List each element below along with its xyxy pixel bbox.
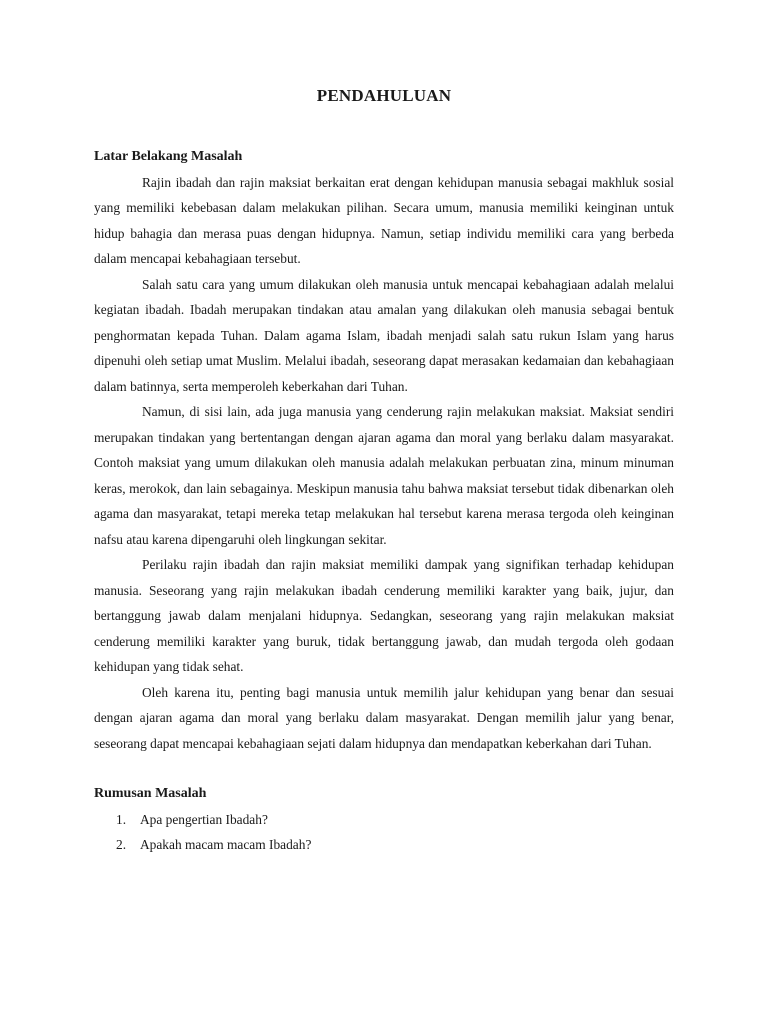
problem-list xyxy=(94,807,674,858)
list-item-number: 1. xyxy=(116,811,127,827)
section-heading-latar-belakang: Latar Belakang Masalah xyxy=(94,149,243,164)
document-page xyxy=(94,86,674,858)
paragraph: Oleh karena itu, penting bagi manusia untuk memilih jalur kehidupan yang benar dan sesuai dengan ajaran agama dan moral yang berlaku dalam masyarakat. Dengan memilih jalur yang benar, seseorang dapat mencapai kebahagiaan sejati dalam hidupnya dan mendapatkan keberkahan dari Tuhan. xyxy=(94,684,674,751)
page-title: PENDAHULUAN xyxy=(316,86,452,105)
list-item-number: 2. xyxy=(116,837,127,852)
paragraph: Rajin ibadah dan rajin maksiat berkaitan erat dengan kehidupan manusia sebagai makhluk sosial yang memiliki kebebasan dalam melakukan pilihan. Secara umum, manusia memiliki keinginan untuk hidup bahagia dan merasa puas dengan hidupnya. Namun, setiap individu memiliki cara yang berbeda dalam mencapai kebahagiaan tersebut. xyxy=(94,174,674,266)
list-item-text: Apakah macam macam Ibadah? xyxy=(140,837,312,852)
paragraph: Namun, di sisi lain, ada juga manusia yang cenderung rajin melakukan maksiat. Maksiat sendiri merupakan tindakan yang bertentangan dengan ajaran agama dan moral yang berlaku dalam masyarakat. Contoh maksiat yang umum dilakukan oleh manusia adalah melakukan perbuatan zina, minum minuman keras, merokok, dan lain sebagainya. Meskipun manusia tahu bahwa maksiat tersebut tidak dibenarkan oleh agama dan masyarakat, tetapi mereka tetap melakukan hal tersebut karena merasa tergoda oleh keinginan nafsu atau karena dipengaruhi oleh lingkungan sekitar. xyxy=(94,404,674,547)
paragraph: Salah satu cara yang umum dilakukan oleh manusia untuk mencapai kebahagiaan adalah melalui kegiatan ibadah. Ibadah merupakan tindakan atau amalan yang dilakukan oleh manusia sebagai bentuk penghormatan kepada Tuhan. Dalam agama Islam, ibadah menjadi salah satu rukun Islam yang harus dipenuhi oleh setiap umat Muslim. Melalui ibadah, seseorang dapat merasakan kedamaian dan kebahagiaan dalam batinnya, serta memperoleh keberkahan dari Tuhan. xyxy=(94,276,674,394)
list-item xyxy=(94,832,674,858)
list-item-text: Apa pengertian Ibadah? xyxy=(140,811,268,827)
paragraph: Perilaku rajin ibadah dan rajin maksiat memiliki dampak yang signifikan terhadap kehidupan manusia. Seseorang yang rajin melakukan ibadah cenderung memiliki karakter yang baik, jujur, dan bertanggung jawab dalam menjalani hidupnya. Sedangkan, seseorang yang rajin melakukan maksiat cenderung memiliki karakter yang buruk, tidak bertanggung jawab, dan mudah tergoda oleh godaan kehidupan yang tidak sehat. xyxy=(94,557,674,674)
list-item xyxy=(94,807,674,833)
section-heading-rumusan-masalah: Rumusan Masalah xyxy=(94,786,207,801)
spacer xyxy=(94,756,674,781)
